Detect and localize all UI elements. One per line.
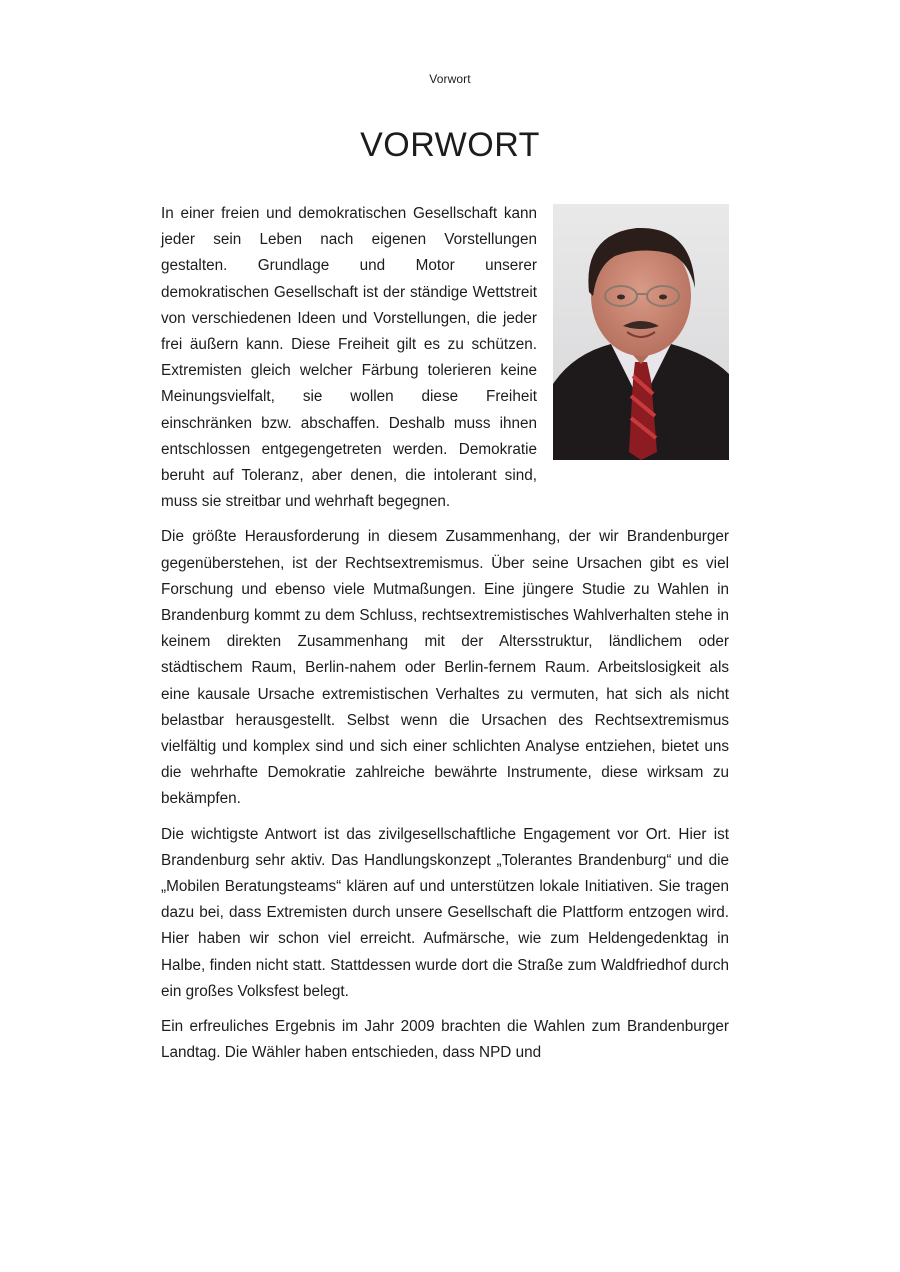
paragraph-3: Die wichtigste Antwort ist das zivilgesellschaftliche Engagement vor Ort. Hier ist Brandenburg sehr aktiv. Das Handlungskonzept „Tolerantes Brandenburg“ und die „Mobilen Beratungsteams“ klären auf und unterstützen lokale Initiativen. Sie tragen dazu bei, dass Extremisten durch unsere Gesellschaft die Plattform entzogen wird. Hier haben wir schon viel erreicht. Aufmärsche, wie zum Heldengedenktag in Halbe, finden nicht statt. Stattdessen wurde dort die Straße zum Waldfriedhof durch ein großes Volksfest belegt.	[161, 825, 729, 1000]
paragraph-2: Die größte Herausforderung in diesem Zusammenhang, der wir Brandenburger gegenüberstehen, ist der Rechtsextremismus. Über seine Ursachen gibt es viel Forschung und ebenso viele Mutmaßungen. Eine jüngere Studie zu Wahlen in Brandenburg kommt zu dem Schluss, rechtsextremistisches Wahlverhalten stehe in keinem direkten Zusammenhang mit der Altersstruktur, ländlichem oder städtischem Raum, Berlin-nahem oder Berlin-fernem Raum. Arbeitslosigkeit als eine kausale Ursache extremistischen Verhaltes zu vermuten, hat sich als nicht belastbar herausgestellt. Selbst wenn die Ursachen des Rechtsextremismus vielfältig und komplex sind und sich einer schlichten Analyse entziehen, bietet uns die wehrhafte Demokratie zahlreiche bewährte Instrumente, diese wirksam zu bekämpfen.	[161, 528, 729, 808]
running-header: Vorwort	[429, 72, 471, 86]
paragraph-1: In einer freien und demokratischen Gesellschaft kann jeder sein Leben nach eigenen Vorstellungen gestalten. Grundlage und Motor unserer demokratischen Gesellschaft ist der ständige Wettstreit von verschiedenen Ideen und Vorstellungen, die jeder frei äußern kann. Diese Freiheit gilt es zu schützen. Extremisten gleich welcher Färbung tolerieren keine Meinungsvielfalt, sie wollen diese Freiheit einschränken bzw. abschaffen. Deshalb muss ihnen entschlossen entgegengetreten werden. Demokratie beruht auf Toleranz, aber denen, die intolerant sind, muss sie streitbar und wehrhaft begegnen.	[161, 205, 537, 511]
paragraph-4: Ein erfreuliches Ergebnis im Jahr 2009 brachten die Wahlen zum Brandenburger Landtag. Die Wähler haben entschieden, dass NPD und	[161, 1018, 729, 1062]
portrait-icon	[553, 204, 729, 460]
page-title: VORWORT	[360, 126, 540, 164]
portrait-photo	[553, 204, 729, 460]
body-text	[161, 201, 729, 1076]
